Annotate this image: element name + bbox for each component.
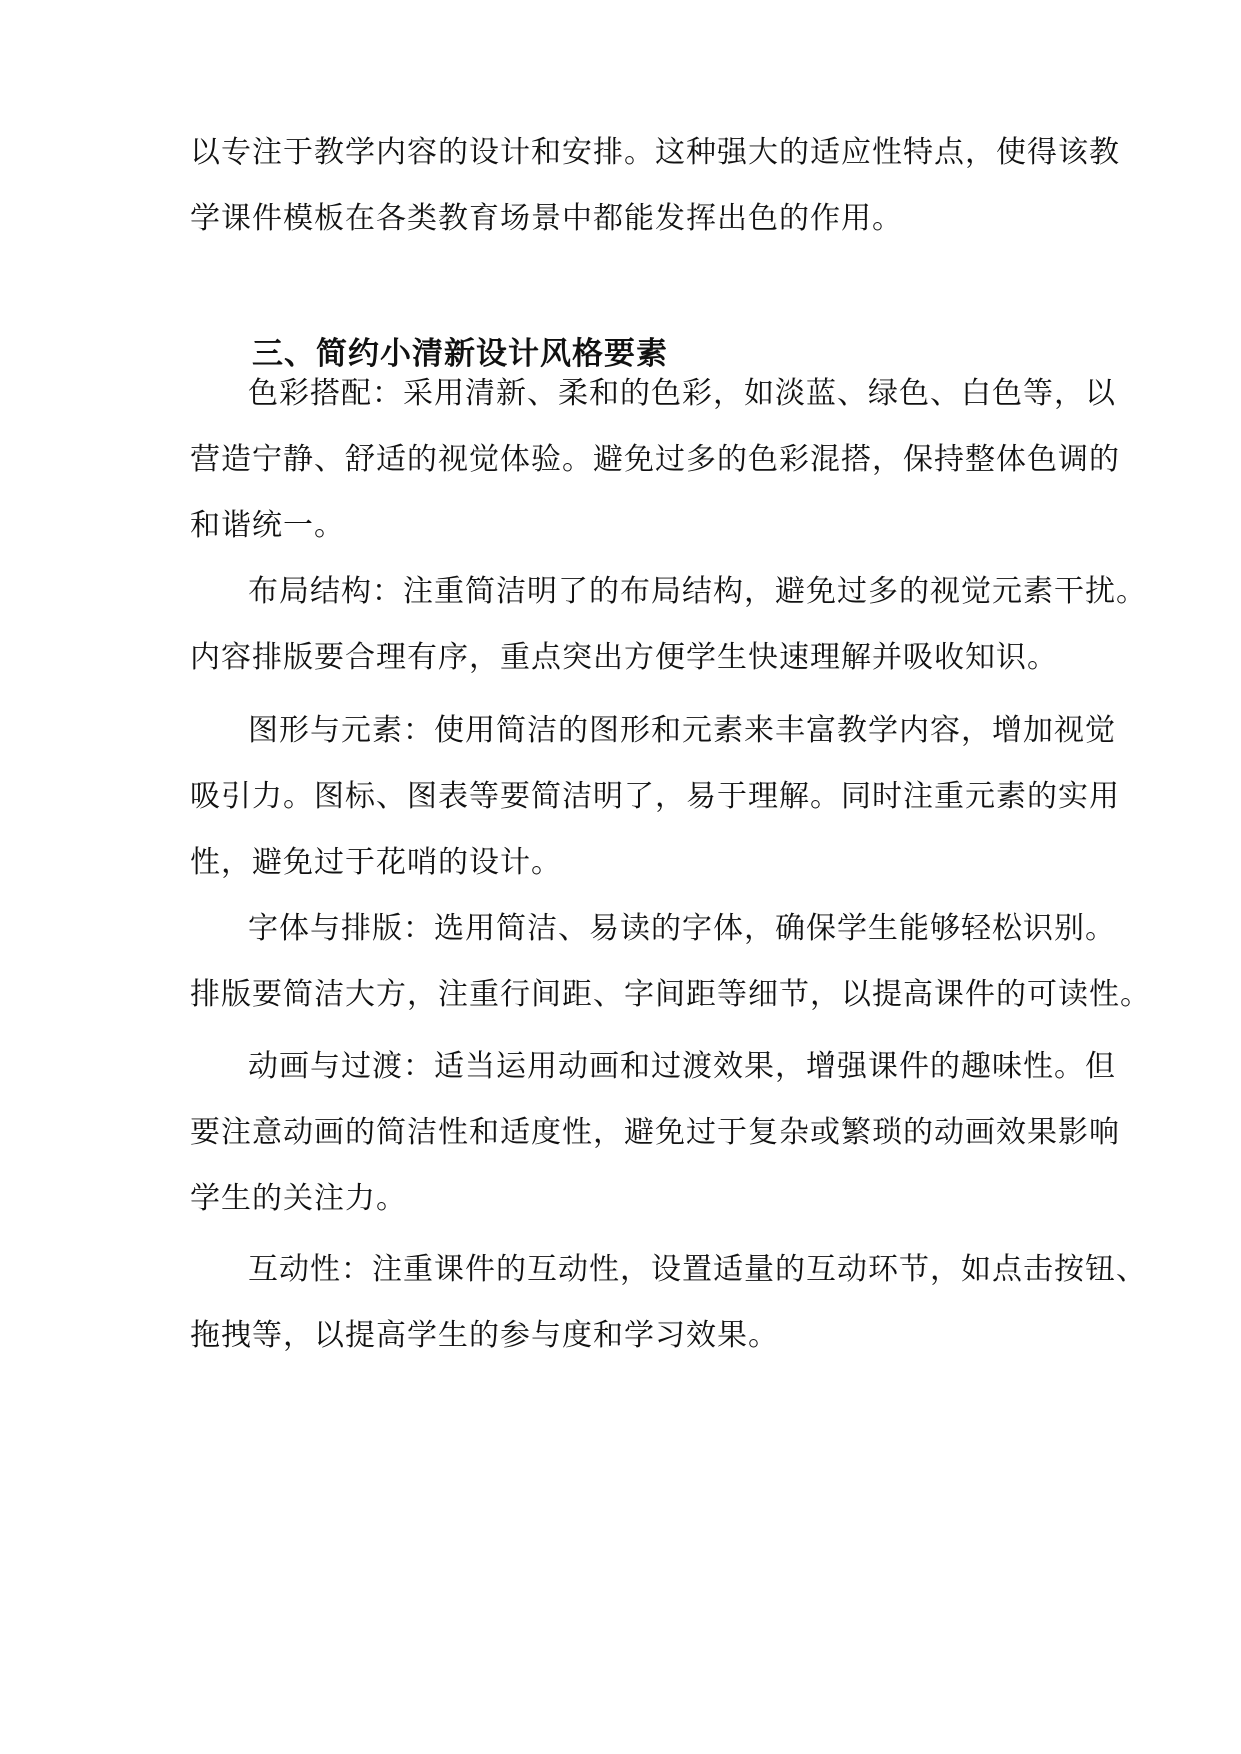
- intro-line-2: 学课件模板在各类教育场景中都能发挥出色的作用。: [190, 201, 903, 236]
- paragraph-line: 色彩搭配：采用清新、柔和的色彩，如淡蓝、绿色、白色等，以: [248, 376, 1116, 411]
- paragraph-line: 图形与元素：使用简洁的图形和元素来丰富教学内容，增加视觉: [248, 713, 1116, 748]
- intro-line-1: 以专注于教学内容的设计和安排。这种强大的适应性特点，使得该教: [190, 135, 1120, 170]
- paragraph-line: 要注意动画的简洁性和适度性，避免过于复杂或繁琐的动画效果影响: [190, 1115, 1120, 1150]
- paragraph-line: 动画与过渡：适当运用动画和过渡效果，增强课件的趣味性。但: [248, 1049, 1116, 1084]
- paragraph-line: 和谐统一。: [190, 508, 345, 543]
- section-heading: 三、简约小清新设计风格要素: [252, 336, 668, 372]
- paragraph-line: 互动性：注重课件的互动性，设置适量的互动环节，如点击按钮、: [248, 1252, 1147, 1287]
- paragraph-line: 内容排版要合理有序，重点突出方便学生快速理解并吸收知识。: [190, 640, 1058, 675]
- paragraph-line: 吸引力。图标、图表等要简洁明了，易于理解。同时注重元素的实用: [190, 779, 1120, 814]
- paragraph-line: 拖拽等，以提高学生的参与度和学习效果。: [190, 1318, 779, 1353]
- paragraph-line: 性，避免过于花哨的设计。: [190, 845, 562, 880]
- paragraph-line: 学生的关注力。: [190, 1181, 407, 1216]
- paragraph-line: 营造宁静、舒适的视觉体验。避免过多的色彩混搭，保持整体色调的: [190, 442, 1120, 477]
- paragraph-line: 排版要简洁大方，注重行间距、字间距等细节，以提高课件的可读性。: [190, 977, 1151, 1012]
- paragraph-line: 布局结构：注重简洁明了的布局结构，避免过多的视觉元素干扰。: [248, 574, 1147, 609]
- paragraph-line: 字体与排版：选用简洁、易读的字体，确保学生能够轻松识别。: [248, 911, 1116, 946]
